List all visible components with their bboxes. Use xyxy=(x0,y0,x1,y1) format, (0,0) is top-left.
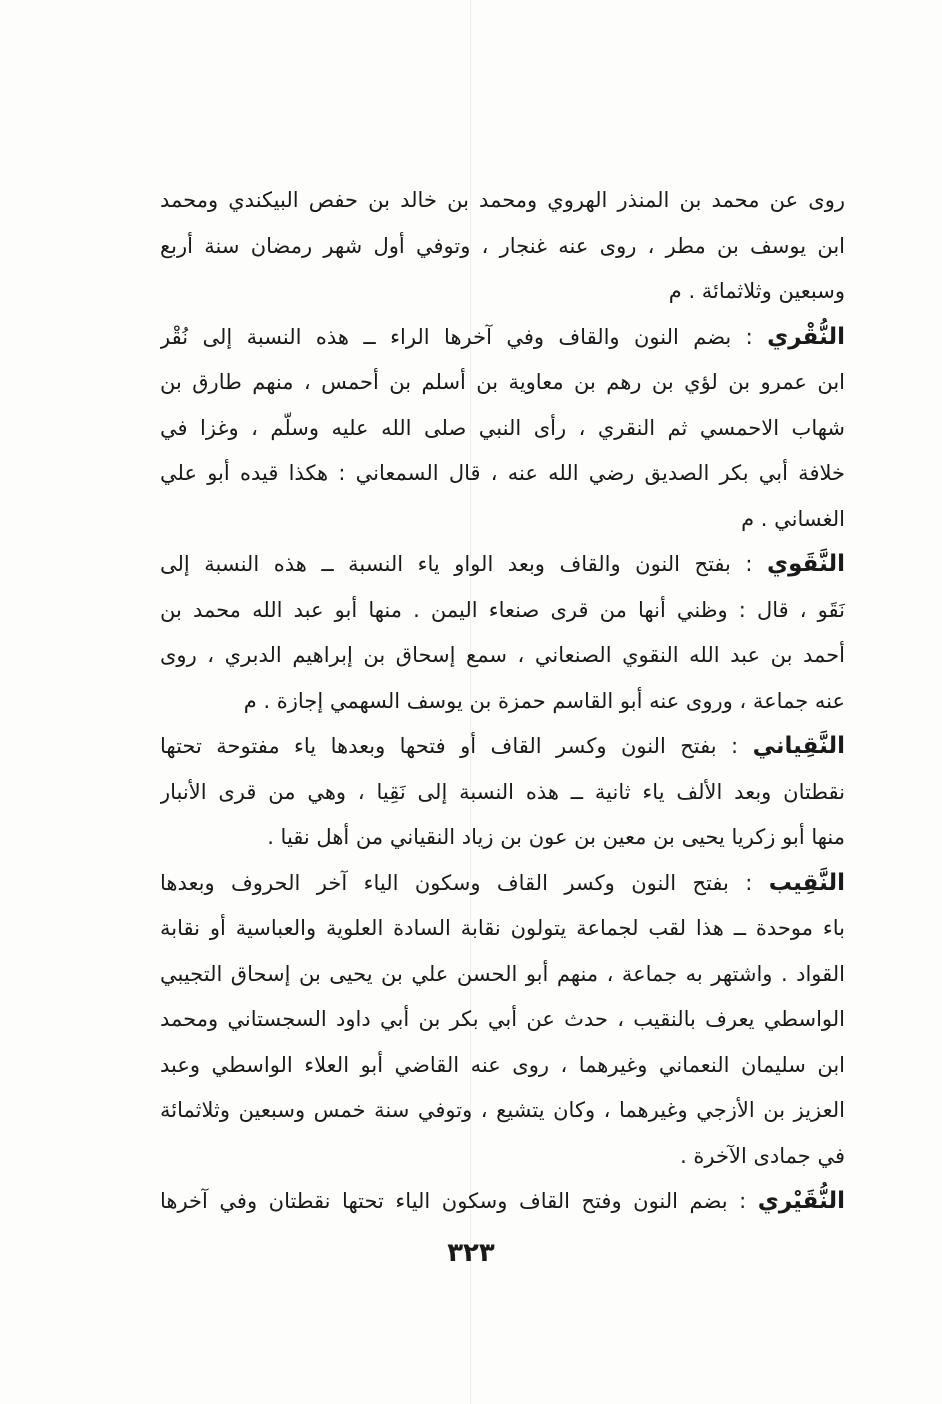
entry-heading: النَّقِياني xyxy=(752,733,845,759)
text-line: عنه جماعة ، وروى عنه أبو القاسم حمزة بن يوسف السهمي إجازة . م xyxy=(243,688,845,713)
text-line: ابن عمرو بن لؤي بن رهم بن معاوية بن أسلم بن أحمس ، منهم طارق بن xyxy=(160,370,845,394)
text-line: في جمادى الآخرة . xyxy=(680,1143,845,1168)
text-line: أحمد بن عبد الله النقوي الصنعاني ، سمع إسحاق بن إبراهيم الدبري ، روى xyxy=(160,643,845,667)
text-line: القواد . واشتهر به جماعة ، منهم أبو الحسن علي بن يحيى بن إسحاق التجيبي xyxy=(160,961,845,986)
text-line: نَقَو ، قال : وظني أنها من قرى صنعاء اليمن . منها أبو عبد الله محمد بن xyxy=(160,597,845,622)
text-line: ابن يوسف بن مطر ، روى عنه غنجار ، وتوفي أول شهر رمضان سنة أربع xyxy=(160,233,845,258)
text-line: ابن سليمان النعماني وغيرهما ، روى عنه القاضي أبو العلاء الواسطي وعبد xyxy=(160,1052,845,1077)
entry-text: : بضم النون وفتح القاف وسكون الياء تحتها نقطتان وفي آخرها xyxy=(160,1189,758,1213)
entry-first-line xyxy=(160,724,845,770)
entry-text: : بفتح النون وكسر القاف وسكون الياء آخر الحروف وبعدها xyxy=(160,870,769,895)
text-line: الغساني . م xyxy=(741,506,845,531)
text-line: باء موحدة ــ هذا لقب لجماعة يتولون نقابة السادة العلوية والعباسية أو نقابة xyxy=(160,916,845,940)
entry-heading: النَّقَوي xyxy=(767,551,845,577)
entry-text: : بفتح النون وكسر القاف أو فتحها وبعدها ياء مفتوحة تحتها xyxy=(160,734,753,758)
main-text xyxy=(160,178,845,1225)
entry-heading: النَّقِيب xyxy=(768,869,845,896)
entry-heading: النُّقَيْري xyxy=(757,1188,845,1214)
text-line: شهاب الاحمسي ثم النقري ، رأى النبي صلى الله عليه وسلّم ، وغزا في xyxy=(160,415,845,440)
entry-first-line xyxy=(160,315,845,361)
entry-first-line xyxy=(160,542,845,588)
text-line: روى عن محمد بن المنذر الهروي ومحمد بن خالد بن حفص البيكندي ومحمد xyxy=(160,188,845,212)
entry-first-line xyxy=(160,861,845,907)
text-line: وسبعين وثلاثمائة . م xyxy=(668,279,845,303)
text-line: خلافة أبي بكر الصديق رضي الله عنه ، قال السمعاني : هكذا قيده أبو علي xyxy=(160,461,845,485)
page-number: ٣٢٣ xyxy=(447,1238,495,1268)
entry-text: : بضم النون والقاف وفي آخرها الراء ــ هذه النسبة إلى نُقْر xyxy=(160,324,768,349)
entry-text: : بفتح النون والقاف وبعد الواو ياء النسبة ــ هذه النسبة إلى xyxy=(160,552,768,576)
entry-heading: النُّقْري xyxy=(767,323,845,350)
text-line: منها أبو زكريا يحيى بن معين بن عون بن زياد النقياني من أهل نقيا . xyxy=(267,825,845,849)
text-line: نقطتان وبعد الألف ياء ثانية ــ هذه النسبة إلى نَقِيا ، وهي من قرى الأنبار xyxy=(160,779,845,804)
text-line: الواسطي يعرف بالنقيب ، حدث عن أبي بكر بن أبي داود السجستاني ومحمد xyxy=(160,1007,845,1031)
text-line: العزيز بن الأزجي وغيرهما ، وكان يتشيع ، وتوفي سنة خمس وسبعين وثلاثمائة xyxy=(160,1098,845,1122)
entry-first-line xyxy=(160,1179,845,1225)
